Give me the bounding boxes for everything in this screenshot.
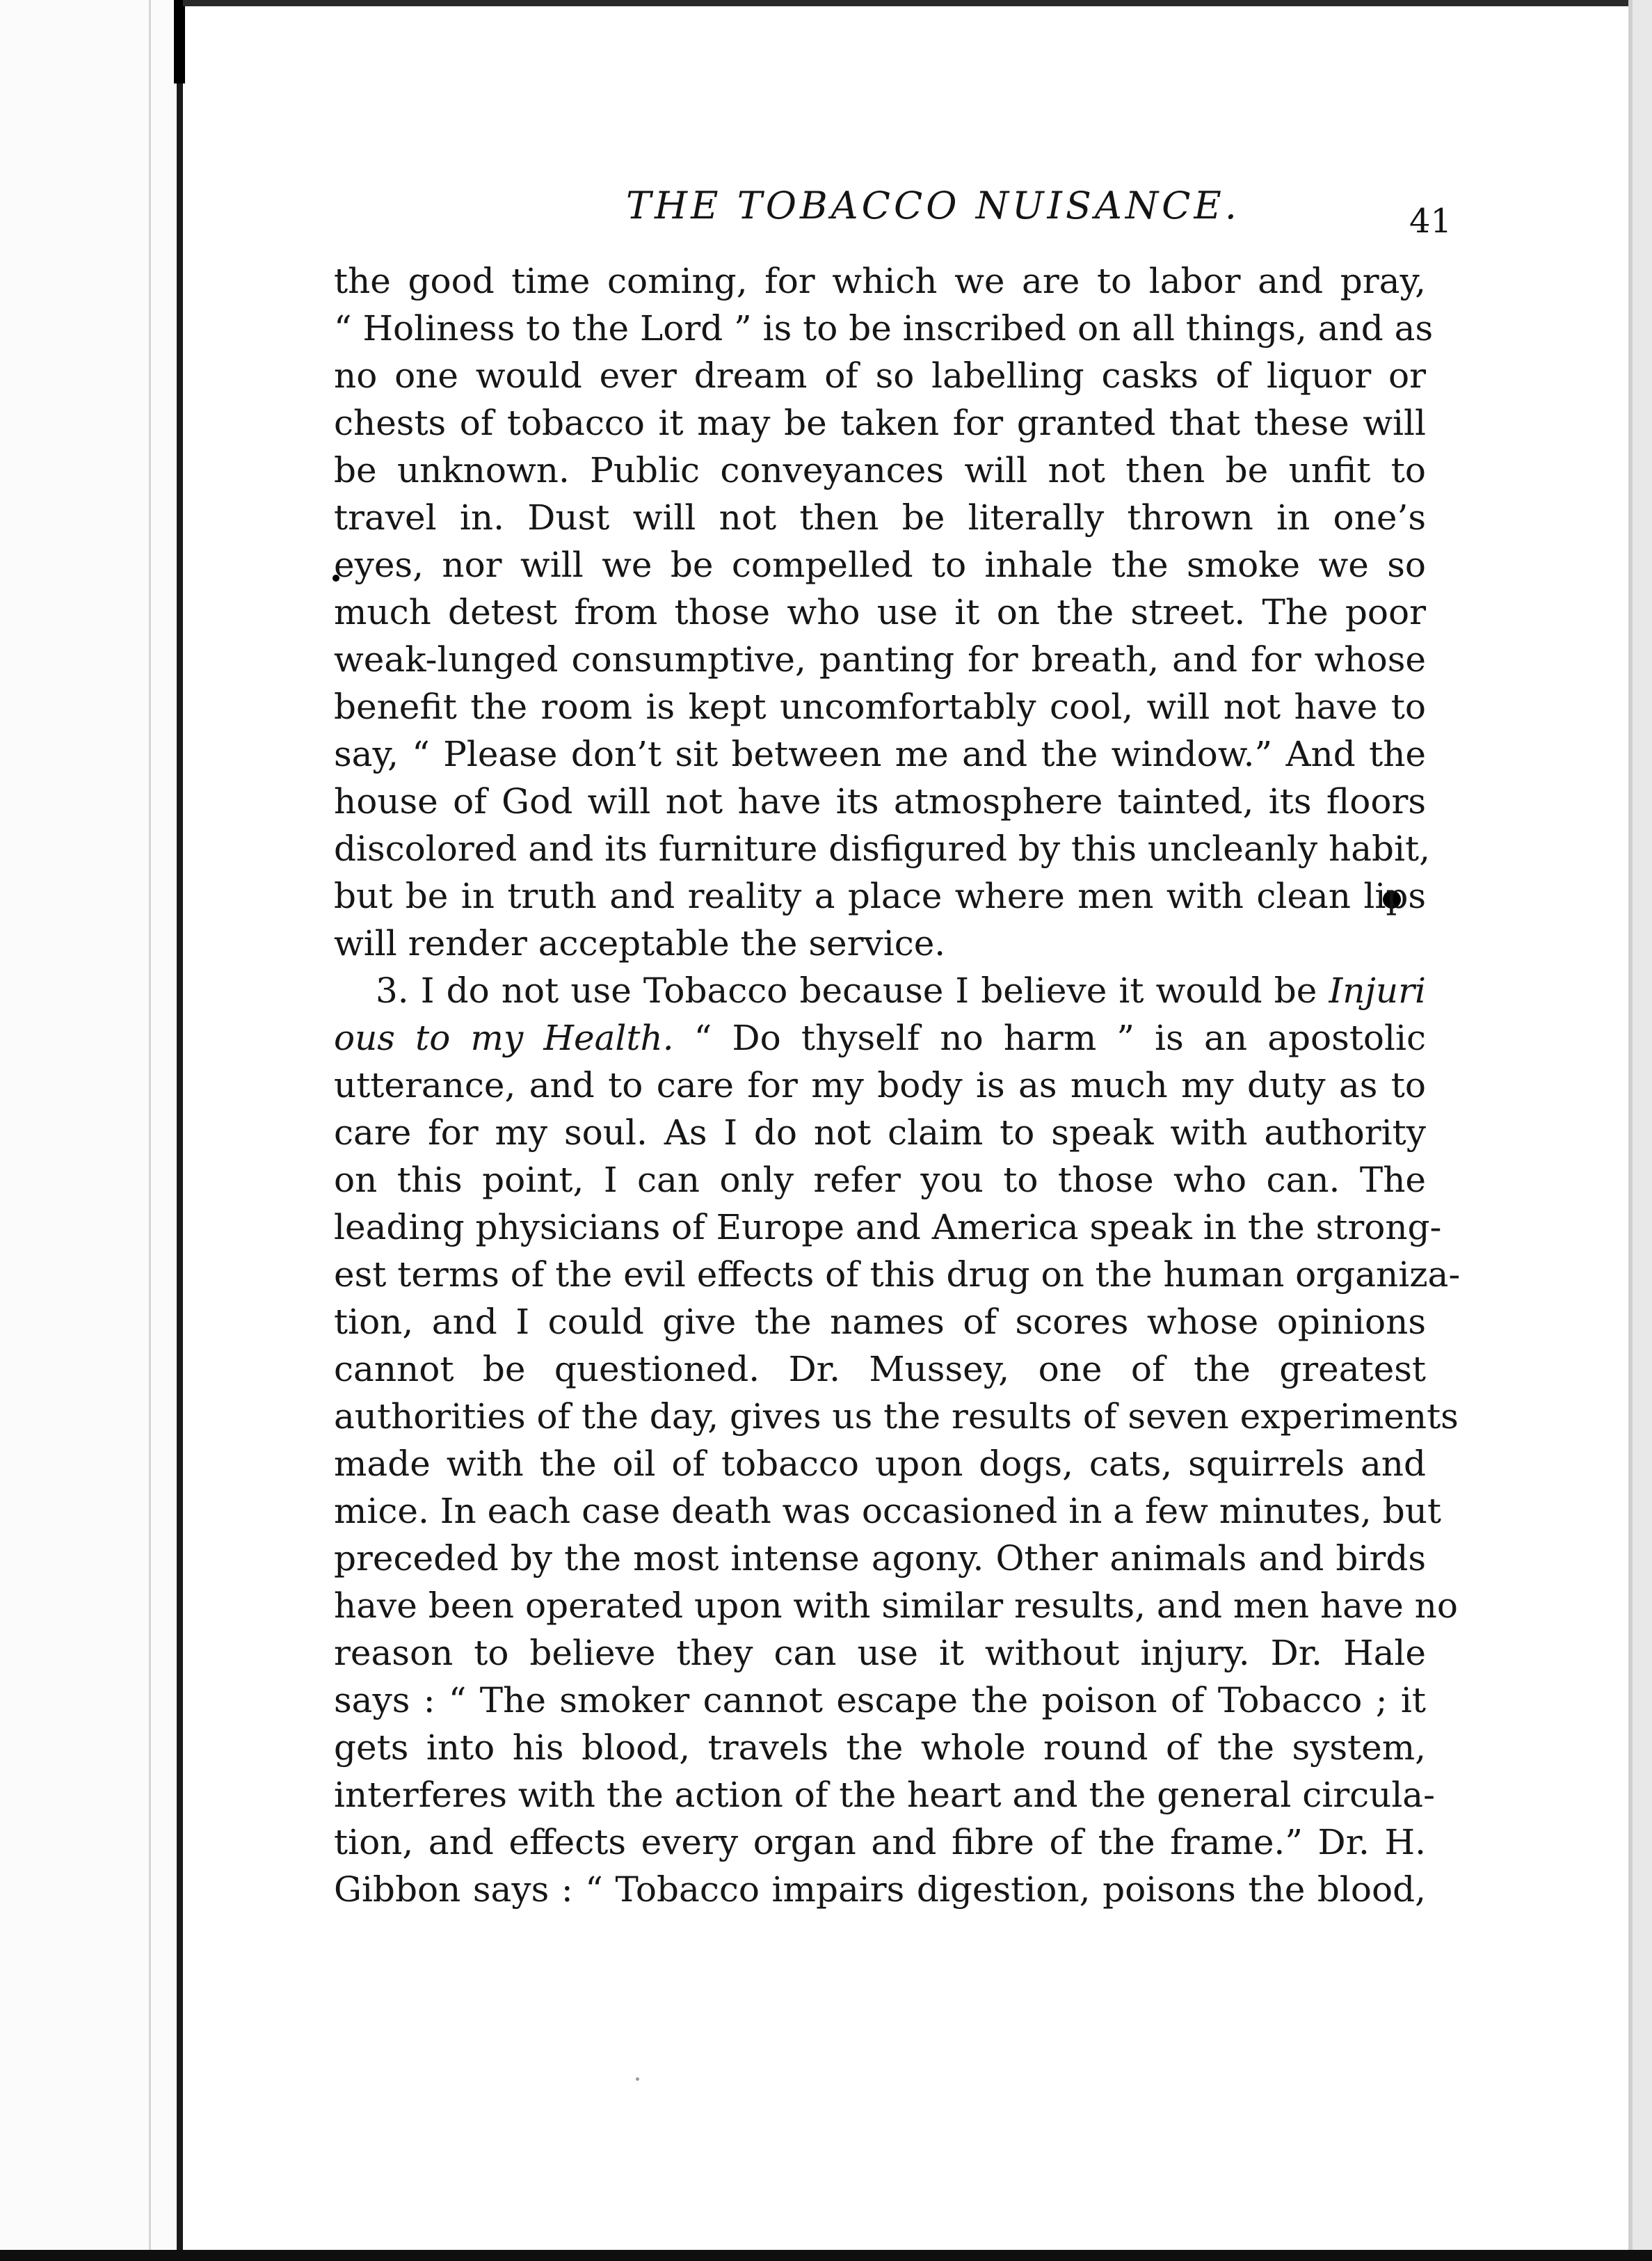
text-line: preceded by the most intense agony. Other animals and birds (334, 1538, 1426, 1579)
binding-edge-top (183, 0, 1652, 6)
text-line: the good time coming, for which we are to labor and pray, (334, 261, 1426, 301)
text-line: reason to believe they can use it without injury. Dr. Hale (334, 1633, 1426, 1673)
running-head: THE TOBACCO NUISANCE. (626, 184, 1240, 227)
text-line: authorities of the day, gives us the results of seven experiments (334, 1396, 1459, 1437)
text-line: Gibbon says : “ Tobacco impairs digestion, poisons the blood, (334, 1869, 1426, 1910)
text-line: utterance, and to care for my body is as much my duty as to (334, 1065, 1426, 1105)
text-line: interferes with the action of the heart and the general circula- (334, 1775, 1436, 1815)
text-line: say, “ Please don’t sit between me and the window.” And the (334, 734, 1426, 774)
text-line: leading physicians of Europe and America speak in the strong- (334, 1207, 1442, 1247)
para3-quote-text: “ Do thyself no harm ” is an apostolic (673, 1018, 1426, 1058)
binding-edge-left-top (174, 0, 185, 83)
text-line: on this point, I can only refer you to those who can. The (334, 1160, 1426, 1200)
para3-italic-title: ous to my Health. (334, 1018, 674, 1058)
text-line: tion, and effects every organ and fibre of the frame.” Dr. H. (334, 1822, 1426, 1862)
text-line: much detest from those who use it on the street. The poor (334, 592, 1426, 632)
paper-speck (636, 2077, 639, 2081)
paragraph-3-first-line (334, 967, 1426, 1014)
page-number: 41 (1409, 202, 1452, 241)
binding-edge-bottom (0, 2250, 1652, 2261)
text-line: cannot be questioned. Dr. Mussey, one of the greatest (334, 1349, 1426, 1389)
paragraph-3-second-line (334, 1014, 1426, 1062)
text-line: have been operated upon with similar results, and men have no (334, 1585, 1458, 1626)
text-line: no one would ever dream of so labelling casks of liquor or (334, 355, 1426, 396)
text-line: made with the oil of tobacco upon dogs, cats, squirrels and (334, 1444, 1426, 1484)
text-line: benefit the room is kept uncomfortably cool, will not have to (334, 687, 1426, 727)
binding-edge-left (177, 0, 183, 2261)
text-line: house of God will not have its atmosphere tainted, its floors (334, 781, 1426, 822)
text-line: tion, and I could give the names of scores whose opinions (334, 1302, 1426, 1342)
text-line: est terms of the evil effects of this drug on the human organiza- (334, 1254, 1461, 1295)
page-edge-right (1633, 0, 1652, 2261)
text-line: chests of tobacco it may be taken for granted that these will (334, 403, 1426, 443)
para3-italic-fragment: Injuri (1329, 970, 1426, 1011)
text-line: discolored and its furniture disfigured by this uncleanly habit, (334, 829, 1431, 869)
text-line: care for my soul. As I do not claim to speak with authority (334, 1112, 1426, 1153)
text-line: says : “ The smoker cannot escape the poison of Tobacco ; it (334, 1680, 1426, 1720)
text-line: will render acceptable the service. (334, 923, 946, 964)
text-line: but be in truth and reality a place where men with clean lips (334, 876, 1426, 916)
text-line: “ Holiness to the Lord ” is to be inscribed on all things, and as (334, 308, 1434, 349)
text-line: eyes, nor will we be compelled to inhale the smoke we so (334, 545, 1426, 585)
facing-page-rule (149, 0, 151, 2261)
text-line: mice. In each case death was occasioned in a few minutes, but (334, 1491, 1442, 1531)
para3-lead-text: 3. I do not use Tobacco because I believe it would be (376, 970, 1329, 1011)
text-line: be unknown. Public conveyances will not then be unfit to (334, 450, 1426, 490)
text-line: weak-lunged consumptive, panting for breath, and for whose (334, 639, 1426, 680)
text-line: gets into his blood, travels the whole round of the system, (334, 1727, 1426, 1768)
text-line: travel in. Dust will not then be literally thrown in one’s (334, 497, 1426, 538)
body-text (334, 257, 1461, 1913)
